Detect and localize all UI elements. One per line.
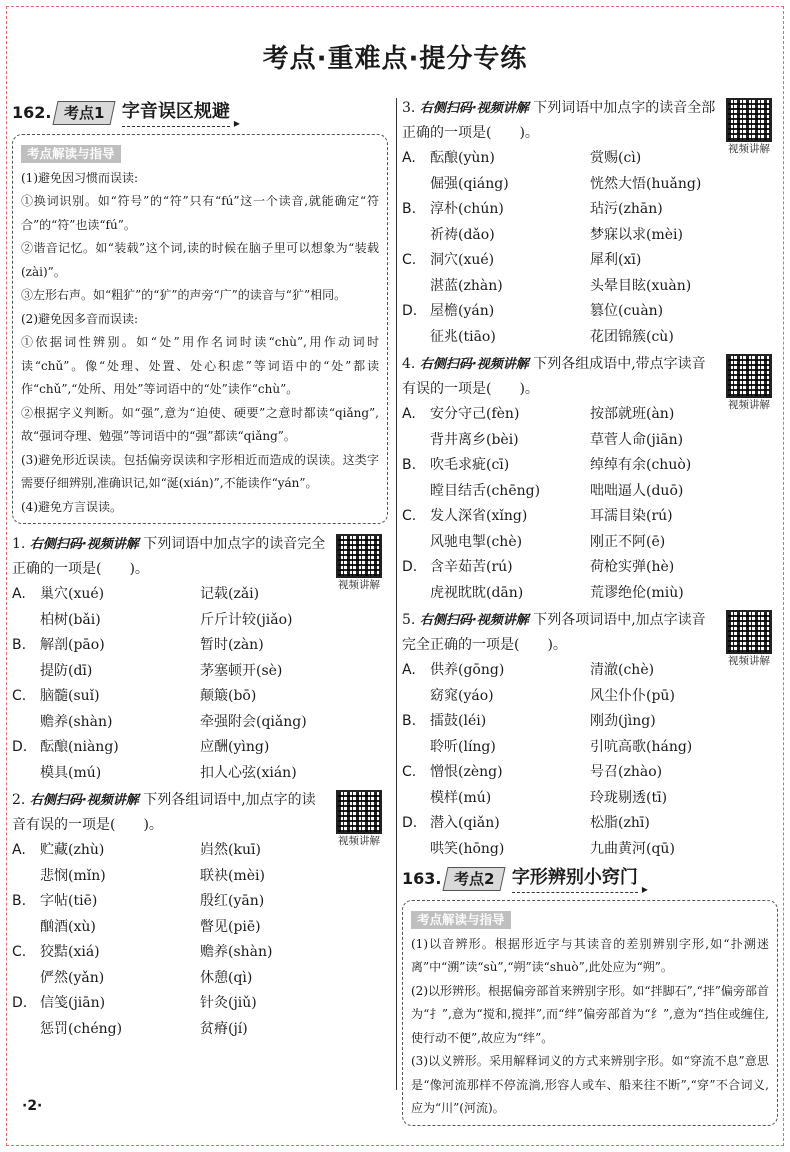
option-word: 绰绰有余(chuò) <box>590 457 692 473</box>
scan-qr-hint: 右侧扫码·视频讲解 <box>29 537 139 552</box>
option-word: 颠簸(bō) <box>200 688 257 704</box>
question-number: 3. <box>402 100 416 116</box>
option-label <box>402 684 430 710</box>
question-1 <box>12 532 388 786</box>
right-column <box>402 96 778 1134</box>
option-word: 玷污(zhān) <box>590 201 663 217</box>
option-word: 酝酿(yùn) <box>430 150 495 166</box>
option-word: 解剖(pāo) <box>40 637 105 653</box>
option-word: 脑髓(suǐ) <box>40 688 100 704</box>
option-label[interactable]: B. <box>12 637 27 653</box>
option-word: 发人深省(xǐng) <box>430 508 528 524</box>
option-word: 荒谬绝伦(miù) <box>590 584 684 601</box>
option-word: 篡位(cuàn) <box>590 303 664 319</box>
tips-box-163 <box>402 900 778 1126</box>
option-word: 应酬(yìng) <box>200 739 270 755</box>
section-number: 162. <box>12 103 52 122</box>
option-word: 擂鼓(léi) <box>430 713 487 729</box>
option-label <box>402 786 430 812</box>
option-label[interactable]: D. <box>402 815 418 831</box>
scan-qr-hint: 右侧扫码·视频讲解 <box>29 793 139 808</box>
option-word: 贮藏(zhù) <box>40 842 105 858</box>
option-word: 花团锦簇(cù) <box>590 328 674 345</box>
option-word: 淳朴(chún) <box>430 201 504 217</box>
option-label <box>12 710 40 736</box>
option-word: 憎恨(zèng) <box>430 764 503 780</box>
question-number: 1. <box>12 536 26 552</box>
option-word: 含辛茹苦(rú) <box>430 559 513 575</box>
section-tag: 考点1 <box>53 101 117 125</box>
option-word: 虎视眈眈(dān) <box>430 584 524 601</box>
option-word: 牵强附会(qiǎng) <box>200 713 307 730</box>
option-word: 供养(gōng) <box>430 662 505 678</box>
option-word: 休憩(qì) <box>200 969 253 986</box>
page-number: ·2· <box>22 1098 43 1114</box>
option-word: 咄咄逼人(duō) <box>590 482 684 499</box>
qr-code[interactable] <box>722 610 776 668</box>
section-header-162 <box>12 98 388 128</box>
section-title: 字音误区规避 ▸ <box>122 100 230 127</box>
option-label <box>12 761 40 787</box>
option-word: 背井离乡(bèi) <box>430 431 519 448</box>
option-word: 耳濡目染(rú) <box>590 508 673 524</box>
option-word: 柏树(bǎi) <box>40 611 101 628</box>
option-label[interactable]: D. <box>12 739 28 755</box>
scan-qr-hint: 右侧扫码·视频讲解 <box>419 101 529 116</box>
option-word: 犀利(xī) <box>590 252 642 268</box>
qr-code[interactable] <box>722 98 776 156</box>
option-label <box>402 172 430 198</box>
qr-caption: 视频讲解 <box>338 579 380 591</box>
option-word: 记载(zǎi) <box>200 586 260 602</box>
option-word: 屋檐(yán) <box>430 303 495 319</box>
page-title: 考点·重难点·提分专练 <box>262 44 528 74</box>
option-word: 模具(mú) <box>40 764 102 781</box>
option-word: 扣人心弦(xián) <box>200 764 297 781</box>
tips-line: ③左形右声。如“粗犷”的“犷”的声旁“广”的读音与“犷”相同。 <box>21 288 347 302</box>
section-title: 字形辨别小窍门 ▸ <box>512 866 638 893</box>
section-tag: 考点2 <box>443 867 507 891</box>
tips-line: ②谐音记忆。如“装载”这个词,读的时候在脑子里可以想象为“装载(zài)”。 <box>21 241 379 279</box>
scan-qr-hint: 右侧扫码·视频讲解 <box>419 357 529 372</box>
option-word: 赡养(shàn) <box>40 713 113 730</box>
option-word: 玲珑剔透(tī) <box>590 789 668 806</box>
option-word: 联袂(mèi) <box>200 867 265 884</box>
tips-line: (4)避免方言误读。 <box>21 499 122 514</box>
option-word: 刚正不阿(ē) <box>590 533 666 550</box>
option-word: 巢穴(xué) <box>40 586 105 602</box>
scan-qr-hint: 右侧扫码·视频讲解 <box>419 613 529 628</box>
option-word: 祈祷(dǎo) <box>430 226 495 243</box>
option-word: 湛蓝(zhàn) <box>430 277 503 294</box>
option-word: 酗酒(xù) <box>40 918 96 935</box>
option-word: 暂时(zàn) <box>200 637 264 653</box>
question-number: 2. <box>12 792 26 808</box>
option-word: 风驰电掣(chè) <box>430 533 523 550</box>
qr-caption: 视频讲解 <box>728 143 770 155</box>
option-word: 按部就班(àn) <box>590 406 675 422</box>
option-word: 洞穴(xué) <box>430 252 495 268</box>
question-2 <box>12 788 388 1042</box>
option-word: 贫瘠(jí) <box>200 1020 248 1037</box>
option-word: 松脂(zhī) <box>590 815 650 831</box>
tips-line: ②根据字义判断。如“强”,意为“迫使、硬要”之意时都读“qiǎng”,故“强词夺理、勉强”等词语中的“强”都读“qiǎng”。 <box>21 405 379 443</box>
option-word: 引吭高歌(háng) <box>590 738 693 755</box>
option-label[interactable]: A. <box>12 586 26 602</box>
option-word: 荷枪实弹(hè) <box>590 559 675 575</box>
tips-line: (3)以义辨形。采用解释词义的方式来辨别字形。如“穿流不息”意思是“像河流那样不停流淌,形容人或车、船来往不断”,“穿”不合词义,应为“川”(河流)。 <box>411 1054 769 1115</box>
tips-title: 考点解读与指导 <box>411 911 511 929</box>
option-label[interactable]: A. <box>12 842 26 858</box>
question-4 <box>402 352 778 606</box>
option-label <box>402 428 430 454</box>
options <box>402 146 778 350</box>
option-label[interactable]: D. <box>12 995 28 1011</box>
option-label[interactable]: A. <box>402 662 416 678</box>
option-label[interactable]: B. <box>402 457 417 473</box>
option-label[interactable]: A. <box>402 406 416 422</box>
section-header-163 <box>402 864 778 894</box>
option-word: 聆听(líng) <box>430 738 496 755</box>
column-divider <box>396 98 397 1090</box>
question-number: 5. <box>402 612 416 628</box>
question-text: 下列词语中加点字的读音全部正确的一项是( )。 <box>402 100 716 141</box>
option-word: 恍然大悟(huǎng) <box>590 175 702 192</box>
tips-line: ①依据词性辨别。如“处”用作名词时读“chù”,用作动词时读“chǔ”。像“处理、处置、处心积虑”等词语中的“处”都读作“chǔ”,“处所、用处”等词语中的“处”读作“chù”。 <box>21 335 379 396</box>
left-column <box>12 96 388 1044</box>
option-label[interactable]: C. <box>402 764 417 780</box>
option-word: 酝酿(niàng) <box>40 739 119 755</box>
option-word: 模样(mú) <box>430 789 492 806</box>
tips-line: (3)避免形近误读。包括偏旁误读和字形相近而造成的误读。这类字需要仔细辨别,准确识记,如“涎(xián)”,不能读作“yán”。 <box>21 452 379 490</box>
tips-box-162 <box>12 134 388 524</box>
question-text: 下列各组词语中,加点字的读音有误的一项是( )。 <box>12 792 316 833</box>
qr-code-icon[interactable] <box>726 98 772 142</box>
options <box>402 658 778 862</box>
qr-code-icon[interactable] <box>726 610 772 654</box>
option-word: 赡养(shàn) <box>200 944 273 960</box>
option-word: 信笺(jiān) <box>40 995 106 1011</box>
option-word: 殷红(yān) <box>200 893 265 909</box>
option-word: 梦寐以求(mèi) <box>590 226 683 243</box>
option-word: 狡黠(xiá) <box>40 944 100 960</box>
qr-code[interactable] <box>332 790 386 848</box>
question-number: 4. <box>402 356 416 372</box>
option-word: 哄笑(hōng) <box>430 840 505 857</box>
qr-code-icon[interactable] <box>726 354 772 398</box>
tips-line: ①换词识别。如“符号”的“符”只有“fú”这一个读音,就能确定“符合”的“符”也读“fú”。 <box>21 194 379 232</box>
option-label[interactable]: D. <box>402 303 418 319</box>
option-word: 潜入(qiǎn) <box>430 815 500 831</box>
tips-line: (2)以形辨形。根据偏旁部首来辨别字形。如“拌脚石”,“拌”偏旁部首为“扌”,意为“搅和,搅拌”,而“绊”偏旁部首为“纟”,意为“挡住或缠住,使行动不便”,故应为“绊”。 <box>411 983 769 1045</box>
option-word: 头晕目眩(xuàn) <box>590 277 692 294</box>
qr-caption: 视频讲解 <box>728 655 770 667</box>
option-word: 倔强(qiáng) <box>430 175 509 192</box>
option-label[interactable]: B. <box>402 201 417 217</box>
section-number: 163. <box>402 869 442 888</box>
option-word: 清澈(chè) <box>590 662 655 678</box>
question-text: 下列各组成语中,带点字读音有误的一项是( )。 <box>402 356 706 397</box>
option-word: 提防(dī) <box>40 662 93 679</box>
option-label[interactable]: A. <box>402 150 416 166</box>
option-label <box>402 530 430 556</box>
option-word: 安分守己(fèn) <box>430 406 520 422</box>
tips-line: (1)避免因习惯而误读: <box>21 170 139 185</box>
option-word: 窈窕(yáo) <box>430 687 494 704</box>
option-word: 茅塞顿开(sè) <box>200 662 283 679</box>
option-label[interactable]: B. <box>402 713 417 729</box>
option-label[interactable]: C. <box>402 508 417 524</box>
tips-line: (1)以音辨形。根据形近字与其读音的差别辨别字形,如“扑溯迷离”中“溯”读“sù”,“朔”读“shuò”,此处应为“朔”。 <box>411 936 769 974</box>
qr-code[interactable] <box>332 534 386 592</box>
option-label[interactable]: C. <box>12 688 27 704</box>
option-word: 瞠目结舌(chēng) <box>430 482 541 499</box>
option-label <box>402 274 430 300</box>
option-word: 赏赐(cì) <box>590 150 642 166</box>
option-label <box>402 479 430 505</box>
option-word: 字帖(tiē) <box>40 893 98 909</box>
option-label <box>12 966 40 992</box>
option-label[interactable]: B. <box>12 893 27 909</box>
option-label <box>12 915 40 941</box>
options <box>12 582 388 786</box>
option-word: 号召(zhào) <box>590 764 663 780</box>
qr-caption: 视频讲解 <box>338 835 380 847</box>
question-3 <box>402 96 778 350</box>
option-label <box>402 837 430 863</box>
question-text: 下列词语中加点字的读音完全正确的一项是( )。 <box>12 536 326 577</box>
tips-title: 考点解读与指导 <box>21 145 121 163</box>
option-label[interactable]: D. <box>402 559 418 575</box>
question-5 <box>402 608 778 862</box>
qr-code-icon[interactable] <box>336 790 382 834</box>
option-word: 刚劲(jìng) <box>590 713 656 729</box>
option-label <box>12 1017 40 1043</box>
option-word: 草菅人命(jiān) <box>590 431 684 448</box>
option-word: 悲悯(mǐn) <box>40 867 106 884</box>
options <box>12 838 388 1042</box>
option-word: 吹毛求疵(cī) <box>430 457 510 473</box>
option-label <box>402 735 430 761</box>
questions-right <box>402 96 778 862</box>
option-label[interactable]: C. <box>12 944 27 960</box>
option-label <box>12 608 40 634</box>
question-text: 下列各项词语中,加点字读音完全正确的一项是( )。 <box>402 612 706 653</box>
option-label <box>402 581 430 607</box>
tips-line: (2)避免因多音而误读: <box>21 311 139 326</box>
option-label <box>12 864 40 890</box>
option-word: 风尘仆仆(pū) <box>590 687 675 704</box>
option-word: 岿然(kuī) <box>200 842 261 858</box>
qr-code-icon[interactable] <box>336 534 382 578</box>
qr-code[interactable] <box>722 354 776 412</box>
qr-caption: 视频讲解 <box>728 399 770 411</box>
questions-left <box>12 532 388 1042</box>
option-label <box>402 223 430 249</box>
option-word: 惩罚(chéng) <box>40 1020 123 1037</box>
option-word: 斤斤计较(jiǎo) <box>200 611 293 628</box>
option-word: 俨然(yǎn) <box>40 969 105 986</box>
option-word: 九曲黄河(qū) <box>590 840 675 857</box>
option-label <box>12 659 40 685</box>
option-word: 征兆(tiāo) <box>430 328 496 345</box>
option-word: 瞥见(piē) <box>200 918 261 935</box>
option-label <box>402 325 430 351</box>
option-word: 针灸(jiǔ) <box>200 995 257 1011</box>
options <box>402 402 778 606</box>
option-label[interactable]: C. <box>402 252 417 268</box>
